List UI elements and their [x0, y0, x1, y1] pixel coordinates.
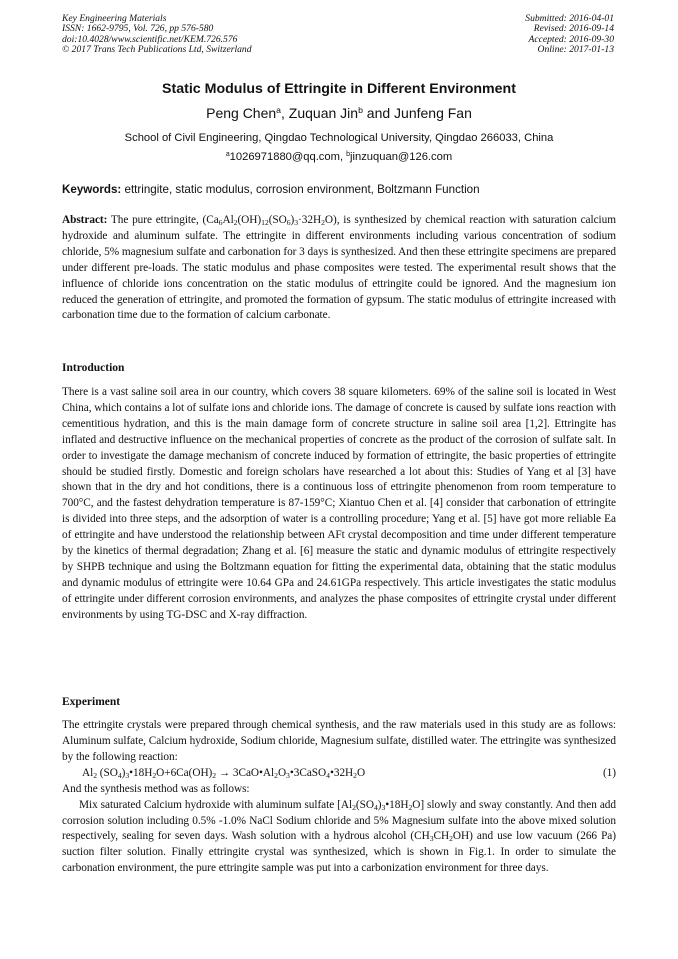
- experiment-paragraph: And the synthesis method was as follows:: [62, 782, 250, 795]
- subscript: 6: [286, 217, 291, 227]
- eq-part: ): [121, 766, 126, 779]
- journal-name: Key Engineering Materials: [62, 13, 167, 24]
- abstract-text: The pure ettringite, (Ca: [107, 214, 219, 226]
- abstract-text: (SO: [268, 214, 287, 226]
- author-name: Zuquan Jin: [288, 105, 359, 121]
- author-separator: ,: [281, 105, 289, 121]
- author-list: [0, 105, 678, 121]
- eq-part: •18H: [129, 766, 153, 779]
- author-marker: b: [358, 105, 363, 116]
- abstract-text: O), is synthesized by chemical reaction with saturation calcium hydroxide and aluminum sulfate. The ettringite in different environments including various concentration of sodium chloride, 5% magnesium sulfate and carbonation for 3 days is synthesized. And then these ettringite specimens are prepared under different pre-loads. The static modulus and phase composites were tested. The experimental result shows that the influence of chloride ions concentration on the static modulus of ettringite could be ignored. And the magnesium ion reduced the generation of ettringite, and promoted the formation of gypsum. The static modulus of ettringite increased with carbonation time due to the formation of calcium carbonate.: [62, 214, 616, 322]
- email-marker: a: [225, 151, 230, 159]
- eq-part: (SO: [97, 766, 118, 779]
- date-online: Online: 2017-01-13: [537, 44, 614, 56]
- experiment-section: [62, 718, 616, 877]
- paragraph-text: ): [377, 798, 382, 811]
- eq-part: O: [277, 766, 287, 779]
- author-separator: and: [362, 105, 395, 121]
- affiliation: School of Civil Engineering, Qingdao Technological University, Qingdao 266033, China: [124, 132, 554, 144]
- abstract-label: Abstract:: [62, 214, 108, 226]
- section-heading-experiment: Experiment: [62, 696, 121, 708]
- subscript: 3: [429, 834, 434, 844]
- abstract-text: (OH): [237, 214, 262, 226]
- subscript: 3: [125, 770, 130, 780]
- abstract-text: ): [290, 214, 295, 226]
- eq-part: •3CaSO: [289, 766, 327, 779]
- journal-issn: ISSN: 1662-9795, Vol. 726, pp 576-580: [62, 23, 214, 35]
- subscript: 2: [233, 217, 238, 227]
- subscript: 3: [286, 770, 290, 780]
- date-submitted: Submitted: 2016-04-01: [525, 13, 614, 24]
- subscript: 2: [449, 834, 453, 844]
- paragraph-text: CH: [433, 830, 450, 843]
- date-revised: Revised: 2016-09-14: [533, 23, 614, 35]
- email-separator: ,: [339, 151, 347, 163]
- subscript: 4: [373, 802, 378, 812]
- keywords-label: Keywords:: [62, 183, 122, 196]
- email-marker: b: [346, 151, 351, 159]
- paper-title: Static Modulus of Ettringite in Different Environment: [162, 81, 516, 97]
- email-link[interactable]: jinzuquan@126.com: [350, 151, 453, 163]
- author-emails: [0, 151, 678, 163]
- publication-dates: [525, 14, 614, 56]
- email-link[interactable]: 1026971880@qq.com: [229, 151, 340, 163]
- journal-copyright: © 2017 Trans Tech Publications Ltd, Switzerland: [62, 44, 252, 56]
- subscript: 3: [381, 802, 386, 812]
- subscript: 3: [294, 217, 299, 227]
- journal-info: [62, 14, 252, 56]
- author-name: Peng Chen: [206, 105, 277, 121]
- subscript: 12: [261, 217, 269, 227]
- subscript: 2: [152, 770, 157, 780]
- paragraph-text: Mix saturated Calcium hydroxide with aluminum sulfate [Al: [79, 798, 353, 811]
- subscript: 2: [353, 770, 357, 780]
- subscript: 4: [117, 770, 122, 780]
- section-heading-introduction: Introduction: [62, 362, 125, 374]
- keywords-text: ettringite, static modulus, corrosion environment, Boltzmann Function: [121, 183, 480, 196]
- equation-1: [62, 766, 616, 782]
- introduction-paragraph: There is a vast saline soil area in our country, which covers 38 square kilometers. 69% of the saline soil is located in West China, which contains a lot of sulfate ions and chloride ions. The damage of concrete is caused by sulfate ions reaction with cementitious hydration, and this is the main damage form of concrete structure in saline soil area [1,2]. Ettringite has inflated and destructive influence on the mechanical properties of concrete as the product of the corrosion of sulfate salt. In order to investigate the damage mechanism of concrete induced by formation of ettringite, the basic properties of ettringite should be studied firstly. Domestic and foreign scholars have researched a lot about this: Studies of Yang et al [3] have shown that in the dry and hot conditions, there is a continuous loss of ettringite phenomenon from room temperature to 700°C, and the fastest dehydration temperature is 87-159°C; Xiantuo Chen et al. [4] consider that carbonation of ettringite is divided into three steps, and the adsorption of water is a controlling procedure; Yang et al. [5] have got more reliable Ea of ettringite and have understood the relationship between AFt crystal decomposition and time under different temperature by the kinetics of thermal degradation; Zhang et al. [6] measure the static and dynamic modulus of ettringite respectively by SHPB technique and using the Boltzmann equation for fitting the experimental data, obtaining that the static modulus and dynamic modulus of ettringite were 10.64 GPa and 24.61GPa respectively. This article investigates the static modulus of ettringite under different corrosion environments, and analyzes the phase composites of ettringite crystal under different environments by using TG-DSC and X-ray diffraction.: [62, 386, 616, 621]
- experiment-paragraph: The ettringite crystals were prepared through chemical synthesis, and the raw materials used in this study are as follows: Aluminum sulfate, Calcium hydroxide, Sodium chloride, Magnesium sulfate, distilled water. The ettringite was synthesized by the following reaction:: [62, 719, 616, 763]
- abstract: [62, 213, 616, 324]
- subscript: 2: [93, 770, 97, 780]
- subscript: 6: [218, 217, 223, 227]
- subscript: 4: [326, 770, 330, 780]
- experiment-paragraph: [62, 798, 616, 878]
- keywords-line: [62, 183, 616, 196]
- abstract-text: ·32H: [298, 214, 322, 226]
- eq-part: Al: [82, 766, 94, 779]
- subscript: 2: [408, 802, 413, 812]
- eq-part: O: [356, 766, 366, 779]
- paragraph-text: OH) and use low vacuum (266 Pa) suction filter solution. Finally ettringite crystal was synthesized, which is shown in Fig.1. In order to simulate the carbonation environment, the pure ettringite sample was put into a carbonization environment for three days.: [62, 830, 616, 875]
- eq-part: •32H: [329, 766, 354, 779]
- eq-part: O+6Ca(OH): [156, 766, 213, 779]
- eq-part: → 3CaO•Al: [216, 766, 275, 779]
- paragraph-text: •18H: [385, 798, 409, 811]
- journal-doi: doi:10.4028/www.scientific.net/KEM.726.576: [62, 33, 238, 45]
- subscript: 2: [321, 217, 325, 227]
- subscript: 2: [212, 770, 217, 780]
- subscript: 2: [352, 802, 356, 812]
- paragraph-text: (SO: [355, 798, 374, 811]
- equation-number: (1): [602, 766, 616, 779]
- author-name: Junfeng Fan: [394, 105, 472, 121]
- subscript: 2: [274, 770, 278, 780]
- paragraph-text: O] slowly and sway constantly. And then add corrosion solution including 0.5% -1.0% NaCl Sodium chloride and 5% Magnesium sulfate into the above mixed solution respectively, sealing for seven days. Wash solution with a hydrous alcohol (CH: [62, 798, 616, 843]
- author-marker: a: [276, 105, 281, 116]
- equation-expression: [82, 766, 365, 782]
- date-accepted: Accepted: 2016-09-30: [528, 33, 614, 45]
- abstract-text: Al: [222, 214, 234, 226]
